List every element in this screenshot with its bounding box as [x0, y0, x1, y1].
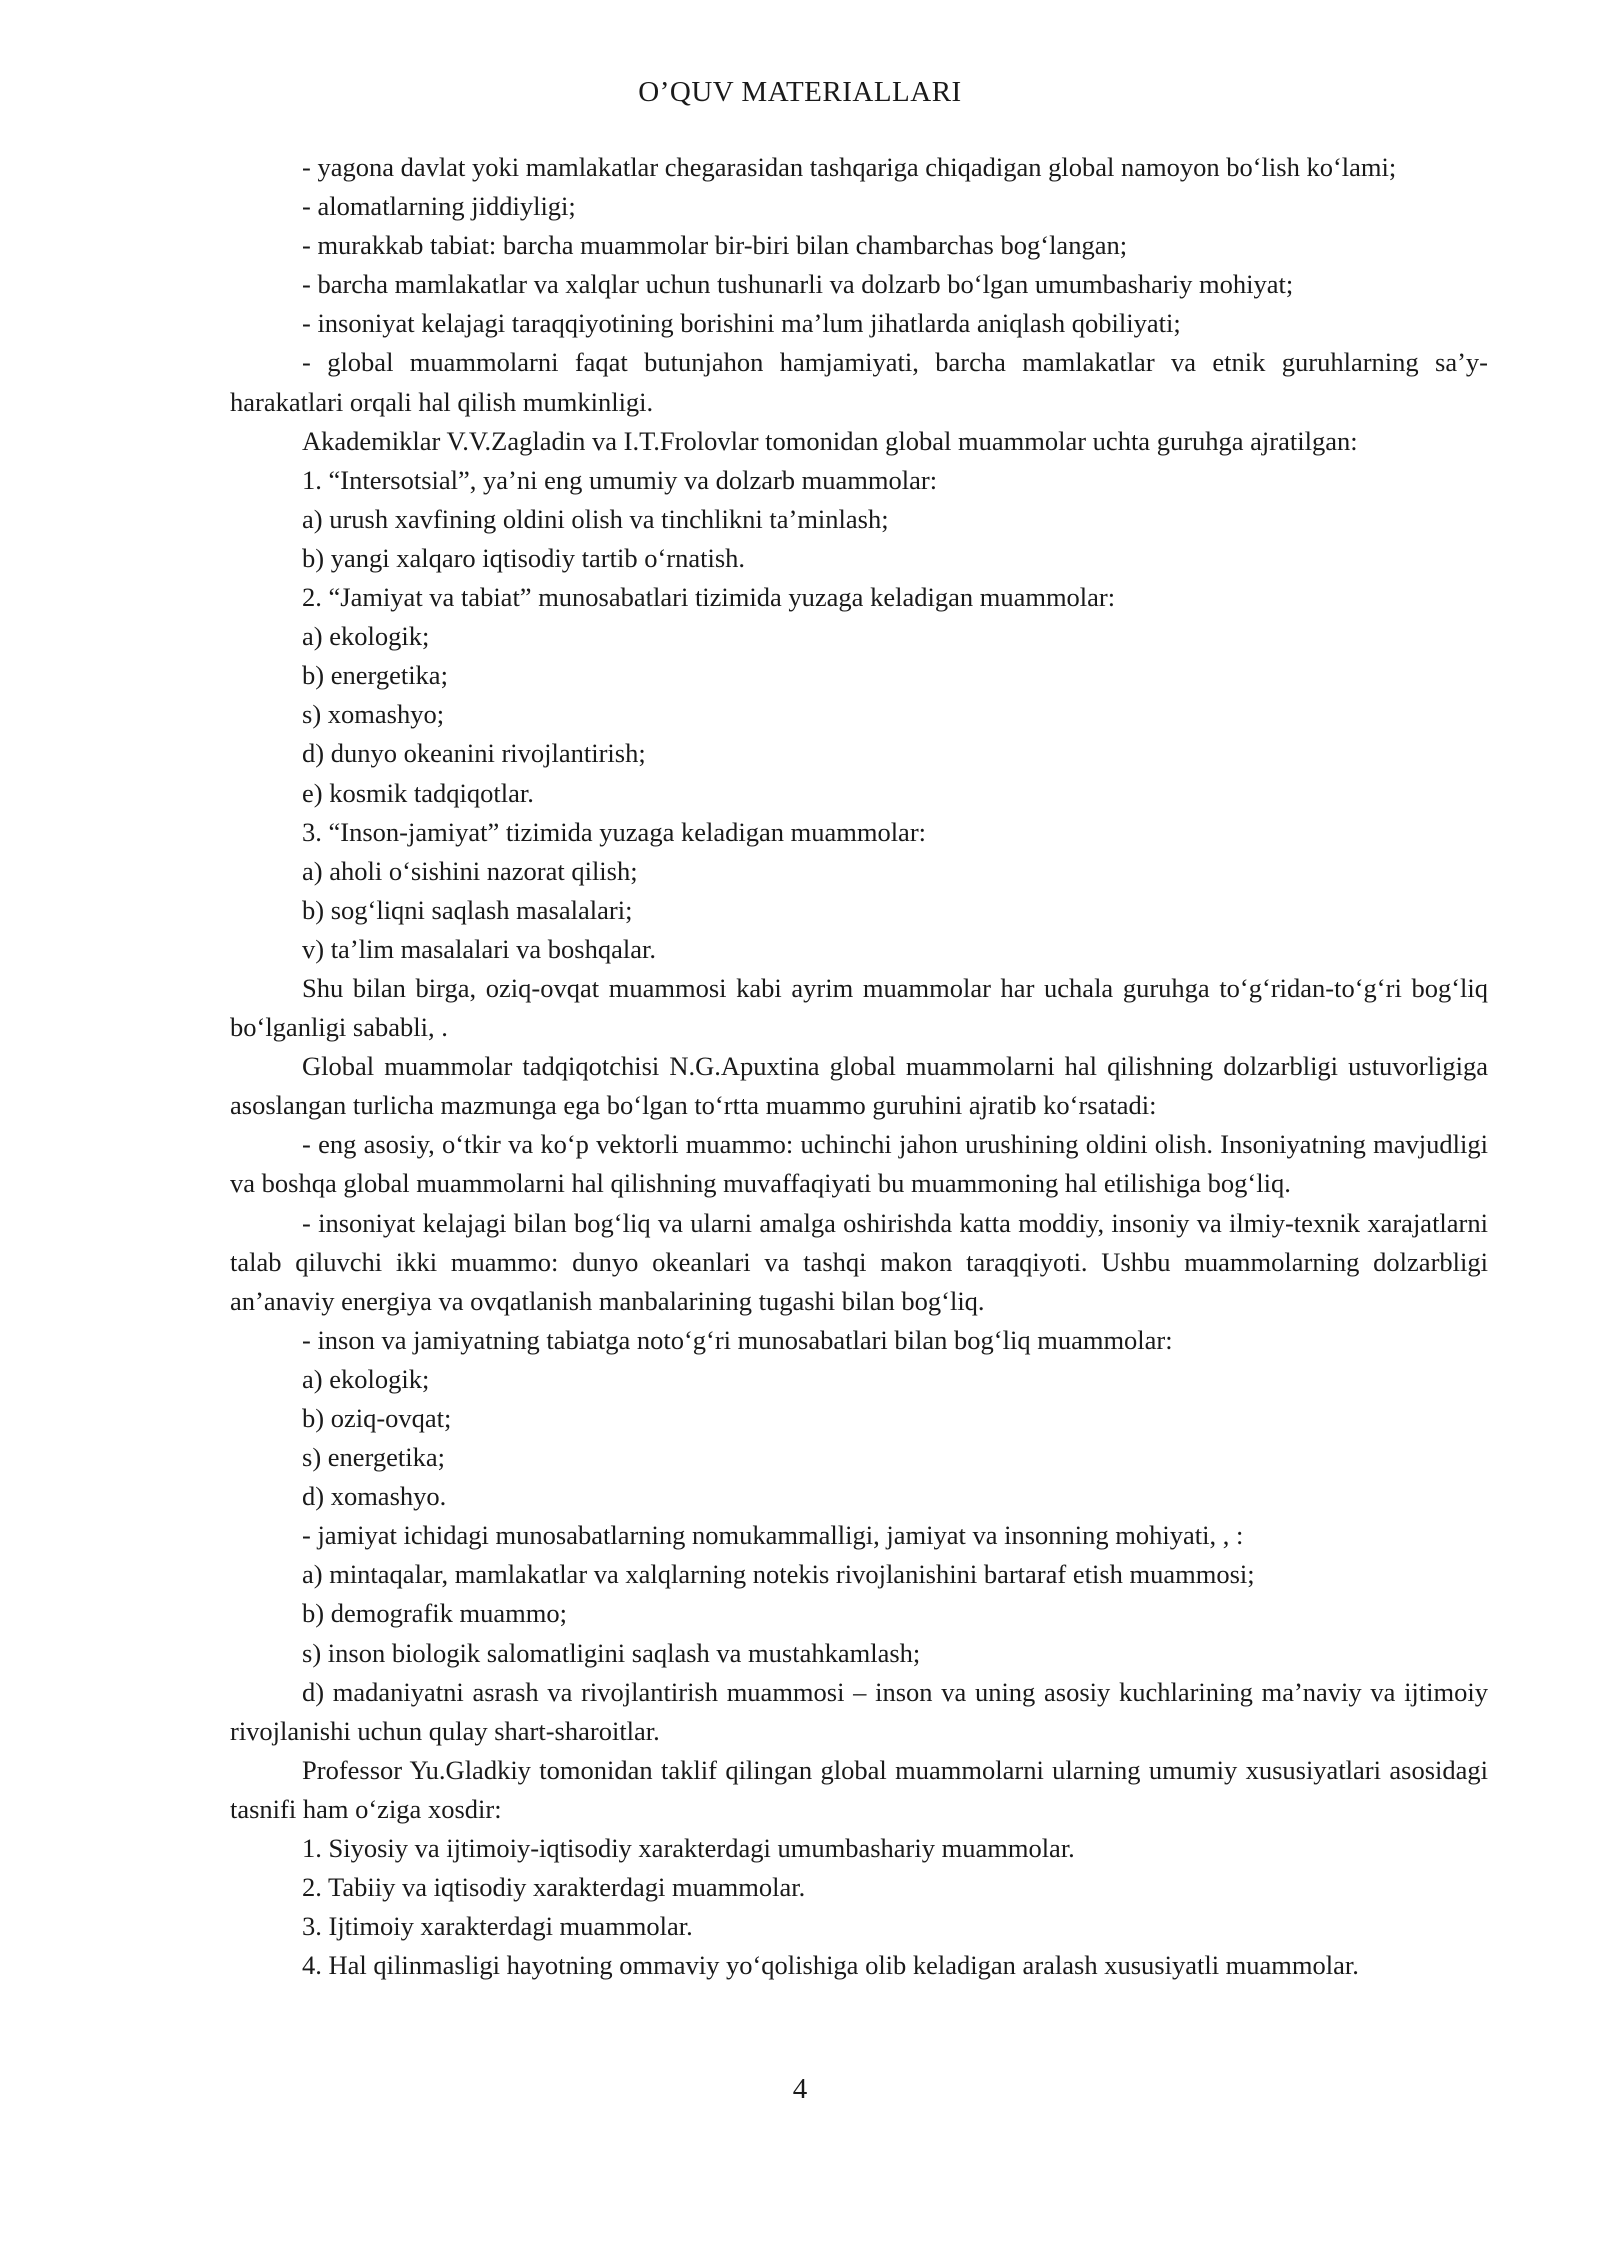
- paragraph: 1. Siyosiy va ijtimoiy-iqtisodiy xarakterdagi umumbashariy muammolar.: [302, 1833, 1075, 1864]
- paragraph: b) sog‘liqni saqlash masalalari;: [302, 894, 633, 925]
- paragraph: 2. Tabiiy va iqtisodiy xarakterdagi muammolar.: [302, 1872, 806, 1903]
- paragraph: 2. “Jamiyat va tabiat” munosabatlari tizimida yuzaga keladigan muammolar:: [302, 582, 1116, 613]
- paragraph: b) yangi xalqaro iqtisodiy tartib o‘rnatish.: [302, 542, 746, 573]
- paragraph: Akademiklar V.V.Zagladin va I.T.Frolovlar tomonidan global muammolar uchta guruhga ajratilgan:: [302, 425, 1358, 456]
- paragraph: Global muammolar tadqiqotchisi N.G.Apuxtina global muammolarni hal qilishning dolzarbligi ustuvorligiga asoslangan turlicha mazmunga ega bo‘lgan to‘rtta muammo guruhini ajratib ko‘rsatadi:: [230, 1051, 1488, 1121]
- paragraph: a) urush xavfining oldini olish va tinchlikni ta’minlash;: [302, 503, 889, 534]
- paragraph: 4. Hal qilinmasligi hayotning ommaviy yo‘qolishiga olib keladigan aralash xususiyatli muammolar.: [302, 1950, 1359, 1981]
- paragraph: 3. “Inson-jamiyat” tizimida yuzaga keladigan muammolar:: [302, 816, 927, 847]
- paragraph: d) madaniyatni asrash va rivojlantirish muammosi – inson va uning asosiy kuchlarining ma’naviy va ijtimoiy rivojlanishi uchun qulay shart-sharoitlar.: [230, 1676, 1488, 1746]
- page-header-title: O’QUV MATERIALLARI: [638, 76, 962, 108]
- paragraph: s) xomashyo;: [302, 699, 445, 730]
- paragraph: e) kosmik tadqiqotlar.: [302, 777, 534, 808]
- paragraph: 1. “Intersotsial”, ya’ni eng umumiy va dolzarb muammolar:: [302, 464, 938, 495]
- paragraph: a) mintaqalar, mamlakatlar va xalqlarning notekis rivojlanishini bartaraf etish muammosi;: [302, 1559, 1255, 1590]
- paragraph: - global muammolarni faqat butunjahon hamjamiyati, barcha mamlakatlar va etnik guruhlarning sa’y-harakatlari orqali hal qilish mumkinligi.: [230, 347, 1488, 417]
- paragraph: Professor Yu.Gladkiy tomonidan taklif qilingan global muammolarni ularning umumiy xususiyatlari asosidagi tasnifi ham o‘ziga xosdir:: [230, 1754, 1488, 1824]
- paragraph: - insoniyat kelajagi bilan bog‘liq va ularni amalga oshirishda katta moddiy, insoniy va ilmiy-texnik xarajatlarni talab qiluvchi ikki muammo: dunyo okeanlari va tashqi makon taraqqiyoti. Ushbu muammolarning dolzarbligi an’anaviy energiya va ovqatlanish manbalarining tugashi bilan bog‘liq.: [230, 1207, 1488, 1316]
- paragraph: s) inson biologik salomatligini saqlash va mustahkamlash;: [302, 1637, 921, 1668]
- document-body: [230, 148, 1488, 1985]
- paragraph: 3. Ijtimoiy xarakterdagi muammolar.: [302, 1911, 693, 1942]
- paragraph: d) dunyo okeanini rivojlantirish;: [302, 738, 646, 769]
- paragraph: a) ekologik;: [302, 621, 430, 652]
- paragraph: s) energetika;: [302, 1442, 445, 1473]
- paragraph: b) demografik muammo;: [302, 1598, 567, 1629]
- paragraph: v) ta’lim masalalari va boshqalar.: [302, 933, 656, 964]
- paragraph: b) energetika;: [302, 660, 448, 691]
- page-number: 4: [792, 2073, 808, 2105]
- paragraph: - inson va jamiyatning tabiatga noto‘g‘ri munosabatlari bilan bog‘liq muammolar:: [302, 1324, 1173, 1355]
- paragraph: a) ekologik;: [302, 1363, 430, 1394]
- paragraph: - eng asosiy, o‘tkir va ko‘p vektorli muammo: uchinchi jahon urushining oldini olish. Insoniyatning mavjudligi va boshqa global muammolarni hal qilishning muvaffaqiyati bu muammoning hal etilishiga bog‘liq.: [230, 1129, 1488, 1199]
- paragraph: - alomatlarning jiddiyligi;: [302, 191, 576, 222]
- paragraph: - barcha mamlakatlar va xalqlar uchun tushunarli va dolzarb bo‘lgan umumbashariy mohiyat;: [302, 269, 1294, 300]
- paragraph: a) aholi o‘sishini nazorat qilish;: [302, 855, 638, 886]
- paragraph: - jamiyat ichidagi munosabatlarning nomukammalligi, jamiyat va insonning mohiyati, , :: [302, 1520, 1244, 1551]
- paragraph: - yagona davlat yoki mamlakatlar chegarasidan tashqariga chiqadigan global namoyon bo‘lish ko‘lami;: [302, 152, 1397, 182]
- paragraph: d) xomashyo.: [302, 1481, 447, 1512]
- paragraph: b) oziq-ovqat;: [302, 1403, 452, 1433]
- paragraph: - murakkab tabiat: barcha muammolar bir-biri bilan chambarchas bog‘langan;: [302, 230, 1128, 261]
- paragraph: Shu bilan birga, oziq-ovqat muammosi kabi ayrim muammolar har uchala guruhga to‘g‘ridan-to‘g‘ri bog‘liq bo‘lganligi sababli, .: [230, 972, 1488, 1043]
- paragraph: - insoniyat kelajagi taraqqiyotining borishini ma’lum jihatlarda aniqlash qobiliyati;: [302, 308, 1181, 339]
